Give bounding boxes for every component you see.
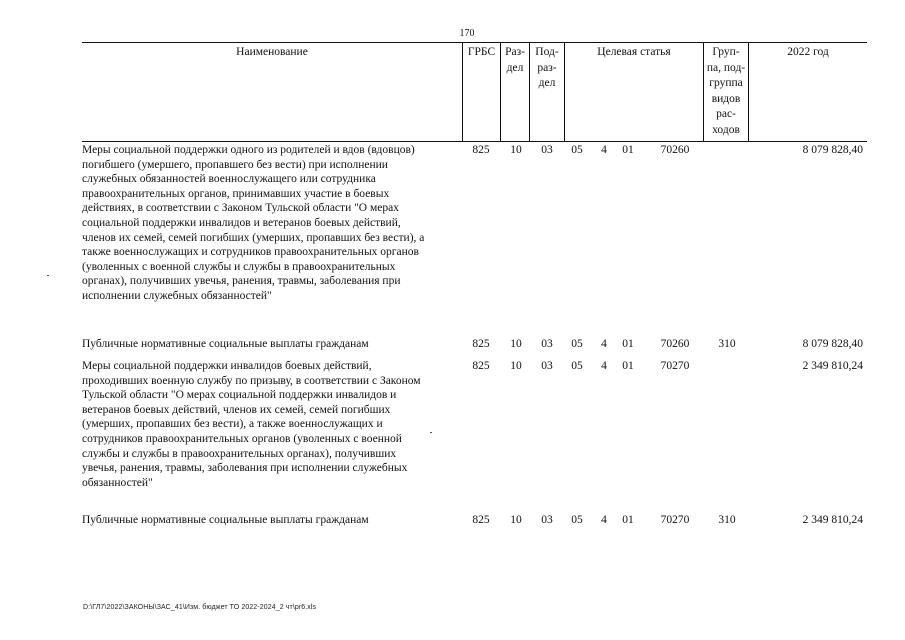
footer-file-path: D:\ГЛ7\2022\ЗАКОНЫ\ЗАС_41\Изм. бюджет ТО 2022-2024_2 чт\pr6.xls [83, 604, 317, 611]
row-name: Публичные нормативные социальные выплаты гражданам [82, 338, 369, 350]
row-target-program: 05 [571, 360, 583, 372]
col-header-year: 2022 год [787, 46, 829, 58]
row-podrazdel: 03 [541, 338, 553, 350]
col-header-name: Наименование [236, 46, 308, 58]
row-name: Публичные нормативные социальные выплаты гражданам [82, 514, 369, 526]
row-razdel: 10 [510, 338, 522, 350]
row-amount: 2 349 810,24 [802, 360, 863, 372]
row-razdel: 10 [510, 514, 522, 526]
row-grbs: 825 [472, 360, 490, 372]
row-target-direction: 70270 [660, 360, 690, 372]
scan-speck [47, 275, 49, 276]
row-grbs: 825 [472, 338, 490, 350]
row-target-direction: 70270 [660, 514, 690, 526]
row-razdel: 10 [510, 360, 522, 372]
row-target-program: 05 [571, 338, 583, 350]
row-podrazdel: 03 [541, 144, 553, 156]
scan-speck [430, 432, 432, 433]
row-name: Меры социальной поддержки инвалидов боевых действий, проходивших военную службу по призыву, в соответствии с Законом Тульской области "О мерах социальной поддержки инвалидов и ветеранов боевых действий, членов их семей, семей погибших (умерших, пропавших без вести), а также военнослужащих и сотрудников правоохранительных органов (уволенных с военной службы и службы в правоохранительных органах), получивших увечья, ранения, травмы, заболевания при исполнении служебных обязанностей" [82, 360, 421, 489]
row-amount: 8 079 828,40 [802, 144, 863, 156]
row-target-type: 4 [601, 514, 607, 526]
row-razdel: 10 [510, 144, 522, 156]
row-group: 310 [718, 514, 736, 526]
row-amount: 8 079 828,40 [802, 338, 863, 350]
row-amount: 2 349 810,24 [802, 514, 863, 526]
row-target-type: 4 [601, 360, 607, 372]
row-target-subprogram: 01 [622, 144, 634, 156]
row-target-direction: 70260 [660, 338, 690, 350]
row-target-subprogram: 01 [622, 360, 634, 372]
row-podrazdel: 03 [541, 514, 553, 526]
col-header-group: Груп- па, под- группа видов рас- ходов [706, 46, 746, 136]
row-target-subprogram: 01 [622, 514, 634, 526]
row-grbs: 825 [472, 144, 490, 156]
row-name: Меры социальной поддержки одного из родителей и вдов (вдовцов) погибшего (умершего, пропавшего без вести) при исполнении служебных обязанностей военнослужащего или сотрудника правоохранительных органов, принимавших участие в боевых действиях, в соответствии с Законом Тульской области "О мерах социальной поддержки инвалидов и ветеранов боевых действий, членов их семей, семей погибших (умерших, пропавших без вести), а также военнослужащих и сотрудников правоохранительных органов (уволенных с военной службы и службы в правоохранительных органах), получивших увечья, ранения, травмы, заболевания при исполнении служебных обязанностей" [82, 144, 425, 302]
col-header-grbs: ГРБС [467, 46, 496, 58]
page-number: 170 [459, 28, 475, 39]
row-group: 310 [718, 338, 736, 350]
col-header-target: Целевая статья [597, 46, 671, 58]
row-target-type: 4 [601, 338, 607, 350]
row-target-type: 4 [601, 144, 607, 156]
row-target-program: 05 [571, 514, 583, 526]
row-target-subprogram: 01 [622, 338, 634, 350]
row-target-direction: 70260 [660, 144, 690, 156]
row-podrazdel: 03 [541, 360, 553, 372]
row-target-program: 05 [571, 144, 583, 156]
row-grbs: 825 [472, 514, 490, 526]
col-header-podrazdel: Под- раз- дел [535, 46, 559, 89]
col-header-razdel: Раз- дел [505, 46, 525, 74]
